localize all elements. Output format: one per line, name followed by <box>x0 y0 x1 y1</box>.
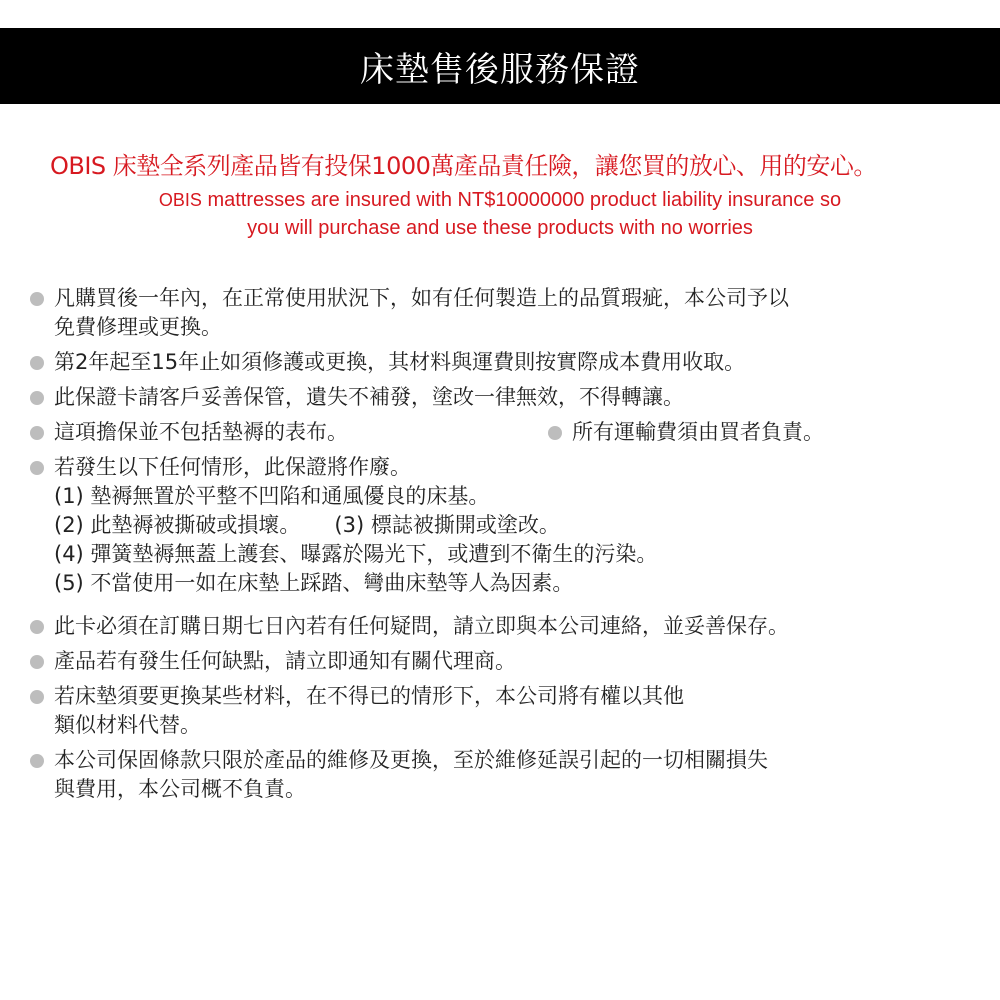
insurance-notice-en-line2: you will purchase and use these products with no worries <box>247 217 753 239</box>
list-item-5 <box>26 453 976 598</box>
insurance-notice-en-line1 <box>60 186 940 214</box>
list-item-text: 與費用，本公司概不負責。 <box>54 777 306 801</box>
list-item-text: 第2年起至15年止如須修護或更換，其材料與運費則按實際成本費用收取。 <box>54 350 746 374</box>
sub-item-3: (3) 標誌被撕開或塗改。 <box>334 513 560 537</box>
sub-row-2-3 <box>54 511 976 540</box>
list-item-right <box>544 418 824 447</box>
list-item-7 <box>26 647 976 676</box>
sub-item-5: (5) 不當使用一如在床墊上踩踏、彎曲床墊等人為因素。 <box>54 571 574 595</box>
bullet-dot-icon <box>30 391 44 405</box>
insurance-notice-en <box>60 186 940 242</box>
list-item-text: 所有運輸費須由買者負責。 <box>572 420 824 444</box>
bullet-dot-icon <box>30 461 44 475</box>
list-item-text: 類似材料代替。 <box>54 713 201 737</box>
sub-list <box>54 482 976 598</box>
list-item-text: 凡購買後一年內，在正常使用狀況下，如有任何製造上的品質瑕疵，本公司予以 <box>54 286 789 310</box>
sub-item-1: (1) 墊褥無置於平整不凹陷和通風優良的床基。 <box>54 484 490 508</box>
bullet-dot-icon <box>30 292 44 306</box>
insurance-notice-en-text1: mattresses are insured with NT$10000000 product liability insurance so <box>201 189 842 211</box>
list-item-text: 這項擔保並不包括墊褥的表布。 <box>54 420 348 444</box>
warranty-terms-list <box>26 284 976 810</box>
bullet-dot-icon <box>30 754 44 768</box>
sub-item-4: (4) 彈簧墊褥無蓋上護套、曝露於陽光下，或遭到不衛生的污染。 <box>54 542 658 566</box>
list-item-text: 若床墊須要更換某些材料，在不得已的情形下，本公司將有權以其他 <box>54 684 684 708</box>
list-item-2 <box>26 348 976 377</box>
bullet-dot-icon <box>548 426 562 440</box>
list-item-text: 若發生以下任何情形，此保證將作廢。 <box>54 455 411 479</box>
list-item-text: 此保證卡請客戶妥善保管，遺失不補發，塗改一律無效，不得轉讓。 <box>54 385 684 409</box>
list-item-6 <box>26 612 976 641</box>
list-item-text: 產品若有發生任何缺點，請立即通知有關代理商。 <box>54 649 516 673</box>
list-item-4 <box>26 418 976 447</box>
insurance-notice-zh: OBIS 床墊全系列產品皆有投保1000萬產品責任險，讓您買的放心、用的安心。 <box>50 152 877 180</box>
list-item-1 <box>26 284 976 342</box>
header-bar <box>0 28 1000 104</box>
bullet-dot-icon <box>30 690 44 704</box>
bullet-dot-icon <box>30 620 44 634</box>
list-item-text: 本公司保固條款只限於產品的維修及更換，至於維修延誤引起的一切相關損失 <box>54 748 768 772</box>
list-item-text: 免費修理或更換。 <box>54 315 222 339</box>
bullet-dot-icon <box>30 426 44 440</box>
bullet-dot-icon <box>30 356 44 370</box>
list-item-3 <box>26 383 976 412</box>
bullet-dot-icon <box>30 655 44 669</box>
brand-lead: OBIS <box>158 190 202 210</box>
page-title: 床墊售後服務保證 <box>360 49 640 90</box>
sub-item-2: (2) 此墊褥被撕破或損壞。 <box>54 513 301 537</box>
list-item-text: 此卡必須在訂購日期七日內若有任何疑問，請立即與本公司連絡，並妥善保存。 <box>54 614 789 638</box>
split-row <box>54 418 976 447</box>
list-item-9 <box>26 746 976 804</box>
list-item-8 <box>26 682 976 740</box>
